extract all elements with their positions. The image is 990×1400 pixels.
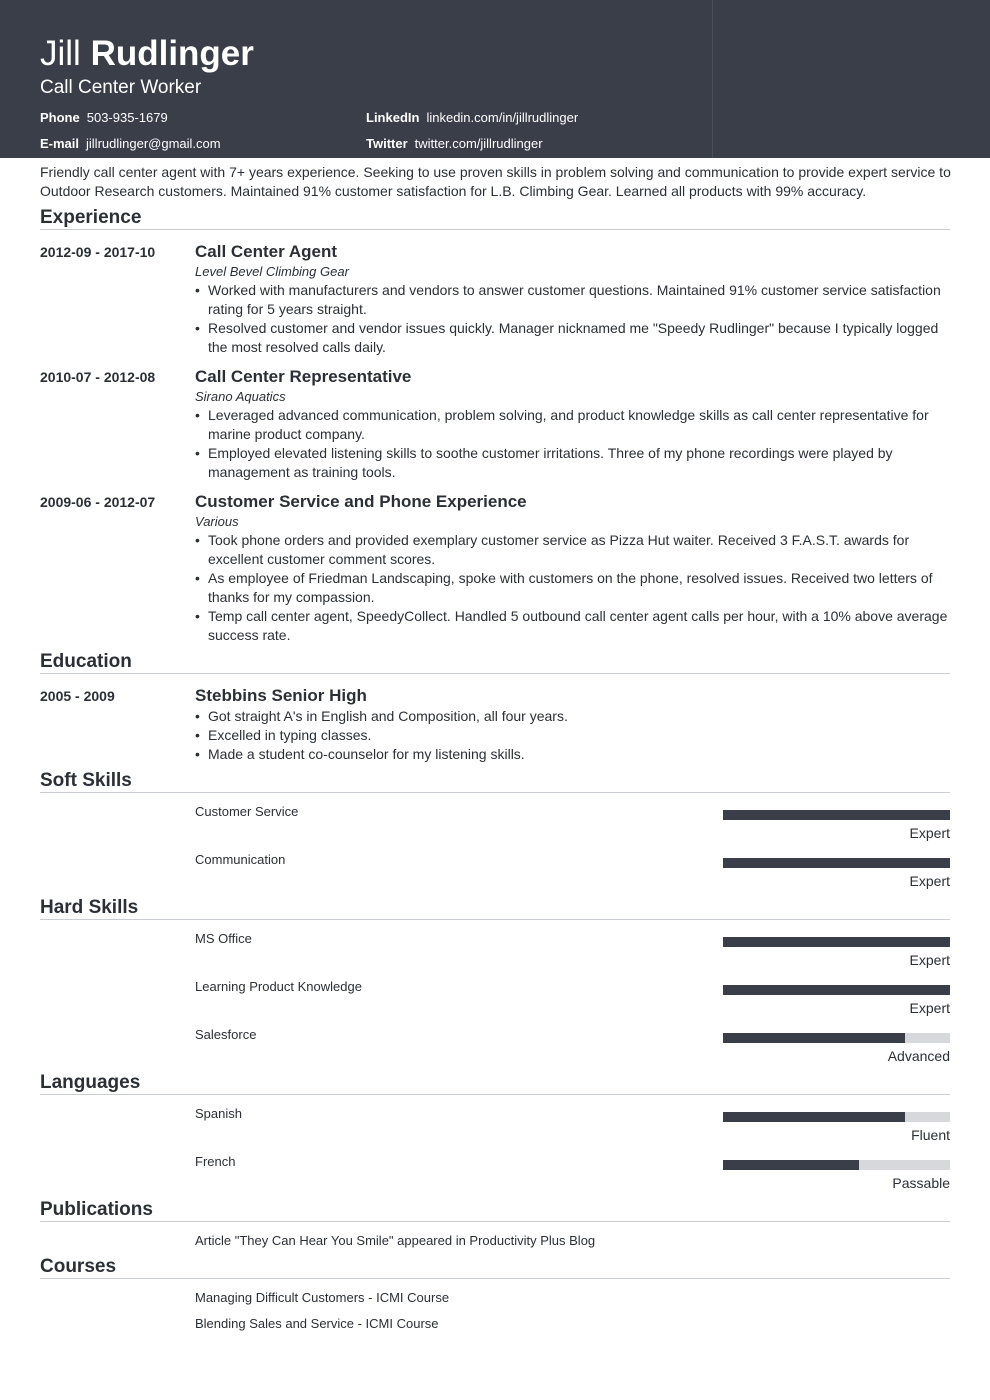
skill-level: Expert (909, 825, 950, 841)
experience-role: Customer Service and Phone Experience (195, 492, 527, 511)
languages-heading: Languages (40, 1072, 141, 1093)
publication-item: Article "They Can Hear You Smile" appeared in Productivity Plus Blog (195, 1233, 596, 1248)
skill-bar-fill (723, 1033, 905, 1043)
soft-skills-heading: Soft Skills (40, 770, 132, 791)
courses-heading: Courses (40, 1256, 117, 1277)
email-value[interactable]: jillrudlinger@gmail.com (86, 136, 221, 151)
experience-bullet: • As employee of Friedman Landscaping, spoke with customers on the phone, resolved issues. Received two letters of thanks for my compassion. (195, 569, 952, 607)
experience-heading: Experience (40, 207, 142, 228)
education-bullet: • Excelled in typing classes. (195, 726, 952, 745)
experience-company: Level Bevel Climbing Gear (195, 264, 349, 279)
experience-bullet: • Worked with manufacturers and vendors to answer customer questions. Maintained 91% customer service satisfaction rating for 5 years straight. (195, 281, 952, 319)
publications-rule (40, 1221, 950, 1222)
email-label: E-mail (40, 136, 80, 151)
skill-bar (723, 858, 950, 868)
course-item: Managing Difficult Customers - ICMI Course (195, 1290, 450, 1305)
last-name: Rudlinger (90, 34, 254, 73)
language-bar (723, 1112, 950, 1122)
language-bar-fill (723, 1160, 859, 1170)
skill-level: Advanced (887, 1048, 950, 1064)
experience-bullet: • Temp call center agent, SpeedyCollect. Handled 5 outbound call center agent calls per hour, with a 10% above average success rate. (195, 607, 952, 645)
language-bar (723, 1160, 950, 1170)
soft-skills-rule (40, 792, 950, 793)
skill-name: Communication (195, 852, 286, 867)
candidate-name (40, 34, 254, 74)
hard-skills-rule (40, 919, 950, 920)
experience-bullets (195, 281, 952, 357)
hard-skills-heading: Hard Skills (40, 897, 139, 918)
experience-bullet: • Took phone orders and provided exemplary customer service as Pizza Hut waiter. Received 3 F.A.S.T. awards for excellent customer comment scores. (195, 531, 952, 569)
skill-level: Expert (909, 952, 950, 968)
experience-dates: 2010-07 - 2012-08 (40, 369, 156, 385)
experience-company: Various (195, 514, 239, 529)
skill-bar-fill (723, 937, 950, 947)
twitter-value[interactable]: twitter.com/jillrudlinger (414, 136, 543, 151)
experience-bullets (195, 406, 952, 482)
experience-company: Sirano Aquatics (195, 389, 286, 404)
skill-level: Expert (909, 873, 950, 889)
skill-level: Expert (909, 1000, 950, 1016)
education-bullet: • Made a student co-counselor for my listening skills. (195, 745, 952, 764)
experience-bullets (195, 531, 952, 645)
publications-heading: Publications (40, 1199, 153, 1220)
contact-twitter (366, 136, 543, 152)
experience-rule (40, 229, 950, 230)
job-title: Call Center Worker (40, 77, 202, 98)
phone-label: Phone (40, 110, 80, 125)
first-name: Jill (40, 34, 81, 73)
summary-text: Friendly call center agent with 7+ years experience. Seeking to use proven skills in problem solving and communication to provide expert service to Outdoor Research customers. Maintained 91% customer satisfaction for L.B. Climbing Gear. Learned all products with 99% accuracy. (40, 164, 951, 199)
linkedin-label: LinkedIn (366, 110, 420, 125)
experience-role: Call Center Representative (195, 367, 412, 386)
language-name: French (195, 1154, 236, 1169)
language-level: Passable (892, 1175, 950, 1191)
skill-bar (723, 810, 950, 820)
experience-bullet: • Employed elevated listening skills to soothe customer irritations. Three of my phone recordings were played by management as training tools. (195, 444, 952, 482)
language-level: Fluent (911, 1127, 950, 1143)
skill-name: Customer Service (195, 804, 299, 819)
courses-rule (40, 1278, 950, 1279)
experience-bullet: • Leveraged advanced communication, problem solving, and product knowledge skills as call center representative for marine product company. (195, 406, 952, 444)
education-bullet: • Got straight A's in English and Composition, all four years. (195, 707, 952, 726)
language-bar-fill (723, 1112, 905, 1122)
skill-name: MS Office (195, 931, 252, 946)
skill-bar-fill (723, 810, 950, 820)
experience-dates: 2009-06 - 2012-07 (40, 494, 156, 510)
education-bullets (195, 707, 952, 764)
contact-email (40, 136, 221, 152)
education-heading: Education (40, 651, 132, 672)
skill-bar-fill (723, 985, 950, 995)
contact-phone (40, 110, 168, 126)
resume-header (0, 0, 990, 158)
experience-role: Call Center Agent (195, 242, 338, 261)
skill-name: Salesforce (195, 1027, 257, 1042)
experience-dates: 2012-09 - 2017-10 (40, 244, 156, 260)
skill-bar (723, 985, 950, 995)
education-school: Stebbins Senior High (195, 686, 367, 705)
linkedin-value[interactable]: linkedin.com/in/jillrudlinger (426, 110, 579, 125)
skill-name: Learning Product Knowledge (195, 979, 362, 994)
languages-rule (40, 1094, 950, 1095)
header-divider (712, 0, 713, 158)
phone-value: 503-935-1679 (86, 110, 168, 125)
experience-bullet: • Resolved customer and vendor issues quickly. Manager nicknamed me "Speedy Rudlinger" because I typically logged the most resolved calls daily. (195, 319, 952, 357)
education-dates: 2005 - 2009 (40, 688, 115, 704)
skill-bar-fill (723, 858, 950, 868)
language-name: Spanish (195, 1106, 242, 1121)
twitter-label: Twitter (366, 136, 408, 151)
education-rule (40, 673, 950, 674)
course-item: Blending Sales and Service - ICMI Course (195, 1316, 439, 1331)
skill-bar (723, 1033, 950, 1043)
skill-bar (723, 937, 950, 947)
contact-linkedin (366, 110, 578, 126)
